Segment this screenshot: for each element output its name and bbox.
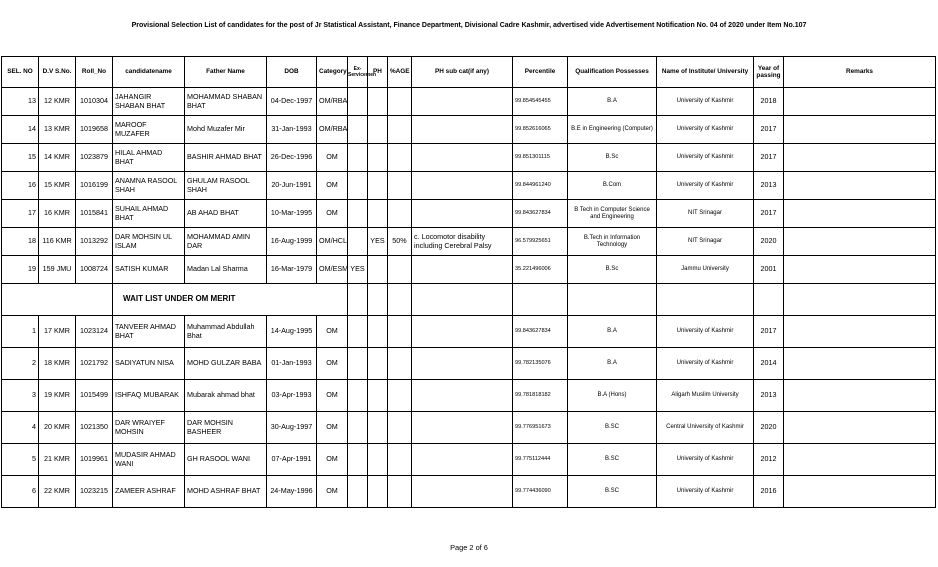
candidate-name-cell: MAROOF MUZAFER [113, 116, 185, 144]
year-cell: 2017 [754, 116, 784, 144]
percentage-cell [388, 200, 412, 228]
institute-cell: University of Kashmir [657, 316, 754, 348]
remarks-cell [784, 172, 936, 200]
remarks-cell [784, 316, 936, 348]
percentage-cell [388, 144, 412, 172]
header-candidatename: candidatename [113, 57, 185, 88]
dv-sno-cell: 21 KMR [39, 444, 76, 476]
candidate-name-cell: SADIYATUN NISA [113, 348, 185, 380]
ph-cell [368, 412, 388, 444]
header-dv-sno: D.V S.No. [39, 57, 76, 88]
ex-servicemen-cell [348, 228, 368, 256]
percentage-cell [388, 444, 412, 476]
table-row [2, 88, 936, 116]
percentage-cell [388, 256, 412, 284]
ex-servicemen-cell [348, 172, 368, 200]
ex-servicemen-cell [348, 200, 368, 228]
category-cell: OM [317, 200, 348, 228]
category-cell: OM/RBA [317, 116, 348, 144]
sel-no-cell: 2 [2, 348, 39, 380]
dv-sno-cell: 20 KMR [39, 412, 76, 444]
qualification-cell: B.SC [568, 412, 657, 444]
father-name-cell: BASHIR AHMAD BHAT [185, 144, 267, 172]
percentile-cell: 99.774436090 [513, 476, 568, 508]
ex-servicemen-cell [348, 88, 368, 116]
sel-no-cell: 19 [2, 256, 39, 284]
candidate-name-cell: MUDASIR AHMAD WANI [113, 444, 185, 476]
percentile-cell: 99.852616065 [513, 116, 568, 144]
header-ex-servicemen: Ex-Servicemen [348, 57, 368, 88]
sel-no-cell: 6 [2, 476, 39, 508]
ph-cell [368, 444, 388, 476]
ex-servicemen-cell [348, 380, 368, 412]
header-ph-subcat: PH sub cat(if any) [412, 57, 513, 88]
percentage-cell [388, 348, 412, 380]
sel-no-cell: 18 [2, 228, 39, 256]
dob-cell: 24-May-1996 [267, 476, 317, 508]
percentile-cell: 96.579925651 [513, 228, 568, 256]
table-header-row [2, 57, 936, 88]
remarks-cell [784, 116, 936, 144]
remarks-cell [784, 412, 936, 444]
category-cell: OM/RBA [317, 88, 348, 116]
qualification-cell: B.Tech in Information Technology [568, 228, 657, 256]
percentile-cell: 99.844961240 [513, 172, 568, 200]
year-cell: 2017 [754, 316, 784, 348]
qualification-cell: B Tech in Computer Science and Engineering [568, 200, 657, 228]
institute-cell: University of Kashmir [657, 444, 754, 476]
table-row [2, 476, 936, 508]
percentage-cell [388, 316, 412, 348]
percentage-cell [388, 88, 412, 116]
remarks-cell [784, 144, 936, 172]
table-row [2, 200, 936, 228]
institute-cell: NIT Srinagar [657, 228, 754, 256]
year-cell: 2020 [754, 228, 784, 256]
header-percentage: %AGE [388, 57, 412, 88]
roll-no-cell: 1010304 [76, 88, 113, 116]
roll-no-cell: 1015499 [76, 380, 113, 412]
father-name-cell: GHULAM RASOOL SHAH [185, 172, 267, 200]
header-institute: Name of Institute/ University [657, 57, 754, 88]
qualification-cell: B.SC [568, 476, 657, 508]
header-category: Category [317, 57, 348, 88]
institute-cell: University of Kashmir [657, 88, 754, 116]
candidate-name-cell: ANAMNA RASOOL SHAH [113, 172, 185, 200]
father-name-cell: Muhammad Abdullah Bhat [185, 316, 267, 348]
percentage-cell [388, 412, 412, 444]
table-row [2, 412, 936, 444]
father-name-cell: Mohd Muzafer Mir [185, 116, 267, 144]
remarks-cell [784, 476, 936, 508]
father-name-cell: Mubarak ahmad bhat [185, 380, 267, 412]
percentile-cell: 99.776951673 [513, 412, 568, 444]
qualification-cell: B.A [568, 88, 657, 116]
roll-no-cell: 1019658 [76, 116, 113, 144]
ex-servicemen-cell [348, 116, 368, 144]
ph-cell [368, 200, 388, 228]
year-cell: 2016 [754, 476, 784, 508]
dob-cell: 10-Mar-1995 [267, 200, 317, 228]
dob-cell: 16-Mar-1979 [267, 256, 317, 284]
father-name-cell: MOHAMMAD SHABAN BHAT [185, 88, 267, 116]
institute-cell: Central University of Kashmir [657, 412, 754, 444]
blank-cell [412, 284, 513, 316]
sel-no-cell: 16 [2, 172, 39, 200]
candidate-name-cell: HILAL AHMAD BHAT [113, 144, 185, 172]
category-cell: OM [317, 444, 348, 476]
category-cell: OM [317, 144, 348, 172]
sel-no-cell: 14 [2, 116, 39, 144]
ex-servicemen-cell [348, 412, 368, 444]
sel-no-cell: 4 [2, 412, 39, 444]
qualification-cell: B.Sc [568, 144, 657, 172]
blank-cell [513, 284, 568, 316]
ph-subcat-cell [412, 200, 513, 228]
dob-cell: 03-Apr-1993 [267, 380, 317, 412]
dv-sno-cell: 15 KMR [39, 172, 76, 200]
percentile-cell: 99.781818182 [513, 380, 568, 412]
sel-no-cell: 17 [2, 200, 39, 228]
ph-subcat-cell [412, 444, 513, 476]
percentile-cell: 99.851301115 [513, 144, 568, 172]
father-name-cell: MOHD ASHRAF BHAT [185, 476, 267, 508]
roll-no-cell: 1021792 [76, 348, 113, 380]
ph-subcat-cell [412, 476, 513, 508]
table-row [2, 316, 936, 348]
year-cell: 2018 [754, 88, 784, 116]
candidate-name-cell: JAHANGIR SHABAN BHAT [113, 88, 185, 116]
dob-cell: 31-Jan-1993 [267, 116, 317, 144]
remarks-cell [784, 256, 936, 284]
table-row [2, 116, 936, 144]
ph-cell [368, 476, 388, 508]
category-cell: OM [317, 476, 348, 508]
qualification-cell: B.E in Engineering (Computer) [568, 116, 657, 144]
father-name-cell: AB AHAD BHAT [185, 200, 267, 228]
category-cell: OM/HCL [317, 228, 348, 256]
ph-subcat-cell [412, 172, 513, 200]
remarks-cell [784, 200, 936, 228]
father-name-cell: Madan Lal Sharma [185, 256, 267, 284]
document-title: Provisional Selection List of candidates for the post of Jr Statistical Assistant, Finance Department, Divisional Cadre Kashmir, advertised vide Advertisement Notification No. 04 of 2020 under Item No.107 [131, 22, 807, 29]
institute-cell: NIT Srinagar [657, 200, 754, 228]
dob-cell: 30-Aug-1997 [267, 412, 317, 444]
candidate-name-cell: ISHFAQ MUBARAK [113, 380, 185, 412]
percentage-cell [388, 476, 412, 508]
year-cell: 2013 [754, 172, 784, 200]
sel-no-cell: 15 [2, 144, 39, 172]
ex-servicemen-cell [348, 476, 368, 508]
ph-cell [368, 116, 388, 144]
dv-sno-cell: 159 JMU [39, 256, 76, 284]
dv-sno-cell: 116 KMR [39, 228, 76, 256]
candidate-name-cell: DAR WRAIYEF MOHSIN [113, 412, 185, 444]
ph-subcat-cell [412, 380, 513, 412]
remarks-cell [784, 348, 936, 380]
ph-cell [368, 380, 388, 412]
blank-cell [2, 284, 113, 316]
percentile-cell: 35.221496006 [513, 256, 568, 284]
category-cell: OM [317, 316, 348, 348]
qualification-cell: B.Sc [568, 256, 657, 284]
percentile-cell: 99.782135076 [513, 348, 568, 380]
header-year-of-passing: Year of passing [754, 57, 784, 88]
blank-cell [388, 284, 412, 316]
percentile-cell: 99.854545455 [513, 88, 568, 116]
table-row [2, 444, 936, 476]
blank-cell [368, 284, 388, 316]
blank-cell [657, 284, 754, 316]
year-cell: 2013 [754, 380, 784, 412]
remarks-cell [784, 88, 936, 116]
remarks-cell [784, 444, 936, 476]
percentage-cell [388, 116, 412, 144]
table-row [2, 348, 936, 380]
father-name-cell: MOHD GULZAR BABA [185, 348, 267, 380]
sel-no-cell: 3 [2, 380, 39, 412]
institute-cell: University of Kashmir [657, 116, 754, 144]
institute-cell: Jammu University [657, 256, 754, 284]
candidate-name-cell: SUHAIL AHMAD BHAT [113, 200, 185, 228]
dv-sno-cell: 18 KMR [39, 348, 76, 380]
ph-subcat-cell: c. Locomotor disability including Cerebral Palsy [412, 228, 513, 256]
header-ph: PH [368, 57, 388, 88]
percentage-cell [388, 172, 412, 200]
ex-servicemen-cell [348, 144, 368, 172]
header-sel-no: SEL. NO [2, 57, 39, 88]
ex-servicemen-cell [348, 348, 368, 380]
wait-list-section-row [2, 284, 936, 316]
header-qualification: Qualification Possesses [568, 57, 657, 88]
dv-sno-cell: 14 KMR [39, 144, 76, 172]
ph-cell [368, 144, 388, 172]
year-cell: 2012 [754, 444, 784, 476]
percentage-cell: 50% [388, 228, 412, 256]
header-remarks: Remarks [784, 57, 936, 88]
dob-cell: 04-Dec-1997 [267, 88, 317, 116]
header-dob: DOB [267, 57, 317, 88]
sel-no-cell: 5 [2, 444, 39, 476]
blank-cell [568, 284, 657, 316]
category-cell: OM [317, 172, 348, 200]
candidate-name-cell: SATISH KUMAR [113, 256, 185, 284]
ex-servicemen-cell: YES [348, 256, 368, 284]
roll-no-cell: 1015841 [76, 200, 113, 228]
category-cell: OM/ESM [317, 256, 348, 284]
ph-cell [368, 316, 388, 348]
ex-servicemen-cell [348, 316, 368, 348]
dv-sno-cell: 12 KMR [39, 88, 76, 116]
header-father-name: Father Name [185, 57, 267, 88]
qualification-cell: B.SC [568, 444, 657, 476]
roll-no-cell: 1019961 [76, 444, 113, 476]
candidate-name-cell: TANVEER AHMAD BHAT [113, 316, 185, 348]
institute-cell: University of Kashmir [657, 172, 754, 200]
qualification-cell: B.Com [568, 172, 657, 200]
selection-table [1, 56, 936, 508]
dob-cell: 16-Aug-1999 [267, 228, 317, 256]
year-cell: 2020 [754, 412, 784, 444]
sel-no-cell: 13 [2, 88, 39, 116]
dob-cell: 20-Jun-1991 [267, 172, 317, 200]
roll-no-cell: 1016199 [76, 172, 113, 200]
table-row [2, 144, 936, 172]
dv-sno-cell: 22 KMR [39, 476, 76, 508]
sel-no-cell: 1 [2, 316, 39, 348]
roll-no-cell: 1021350 [76, 412, 113, 444]
institute-cell: Aligarh Muslim University [657, 380, 754, 412]
blank-cell [754, 284, 784, 316]
father-name-cell: MOHAMMAD AMIN DAR [185, 228, 267, 256]
roll-no-cell: 1023215 [76, 476, 113, 508]
header-percentile: Percentile [513, 57, 568, 88]
ph-subcat-cell [412, 348, 513, 380]
roll-no-cell: 1008724 [76, 256, 113, 284]
category-cell: OM [317, 380, 348, 412]
percentile-cell: 99.843627834 [513, 316, 568, 348]
ph-subcat-cell [412, 256, 513, 284]
percentage-cell [388, 380, 412, 412]
table-row [2, 228, 936, 256]
ph-cell [368, 348, 388, 380]
dv-sno-cell: 19 KMR [39, 380, 76, 412]
dob-cell: 26-Dec-1996 [267, 144, 317, 172]
dob-cell: 14-Aug-1995 [267, 316, 317, 348]
candidate-name-cell: ZAMEER ASHRAF [113, 476, 185, 508]
roll-no-cell: 1013292 [76, 228, 113, 256]
ph-subcat-cell [412, 144, 513, 172]
institute-cell: University of Kashmir [657, 348, 754, 380]
year-cell: 2001 [754, 256, 784, 284]
father-name-cell: GH RASOOL WANI [185, 444, 267, 476]
year-cell: 2014 [754, 348, 784, 380]
roll-no-cell: 1023879 [76, 144, 113, 172]
blank-cell [784, 284, 936, 316]
table-row [2, 256, 936, 284]
ph-subcat-cell [412, 88, 513, 116]
header-roll-no: Roll_No [76, 57, 113, 88]
remarks-cell [784, 380, 936, 412]
ph-cell [368, 88, 388, 116]
ph-subcat-cell [412, 116, 513, 144]
percentile-cell: 99.843627834 [513, 200, 568, 228]
qualification-cell: B.A (Hons) [568, 380, 657, 412]
blank-cell [348, 284, 368, 316]
dob-cell: 01-Jan-1993 [267, 348, 317, 380]
qualification-cell: B.A [568, 348, 657, 380]
year-cell: 2017 [754, 144, 784, 172]
institute-cell: University of Kashmir [657, 144, 754, 172]
dv-sno-cell: 13 KMR [39, 116, 76, 144]
father-name-cell: DAR MOHSIN BASHEER [185, 412, 267, 444]
page-footer: Page 2 of 6 [450, 543, 488, 552]
dv-sno-cell: 16 KMR [39, 200, 76, 228]
remarks-cell [784, 228, 936, 256]
ph-cell: YES [368, 228, 388, 256]
ph-subcat-cell [412, 412, 513, 444]
table-row [2, 380, 936, 412]
roll-no-cell: 1023124 [76, 316, 113, 348]
dob-cell: 07-Apr-1991 [267, 444, 317, 476]
wait-list-title: WAIT LIST UNDER OM MERIT [113, 284, 348, 316]
category-cell: OM [317, 412, 348, 444]
candidate-name-cell: DAR MOHSIN UL ISLAM [113, 228, 185, 256]
percentile-cell: 99.775112444 [513, 444, 568, 476]
institute-cell: University of Kashmir [657, 476, 754, 508]
ph-subcat-cell [412, 316, 513, 348]
dv-sno-cell: 17 KMR [39, 316, 76, 348]
qualification-cell: B.A [568, 316, 657, 348]
category-cell: OM [317, 348, 348, 380]
table-row [2, 172, 936, 200]
year-cell: 2017 [754, 200, 784, 228]
ex-servicemen-cell [348, 444, 368, 476]
ph-cell [368, 172, 388, 200]
ph-cell [368, 256, 388, 284]
